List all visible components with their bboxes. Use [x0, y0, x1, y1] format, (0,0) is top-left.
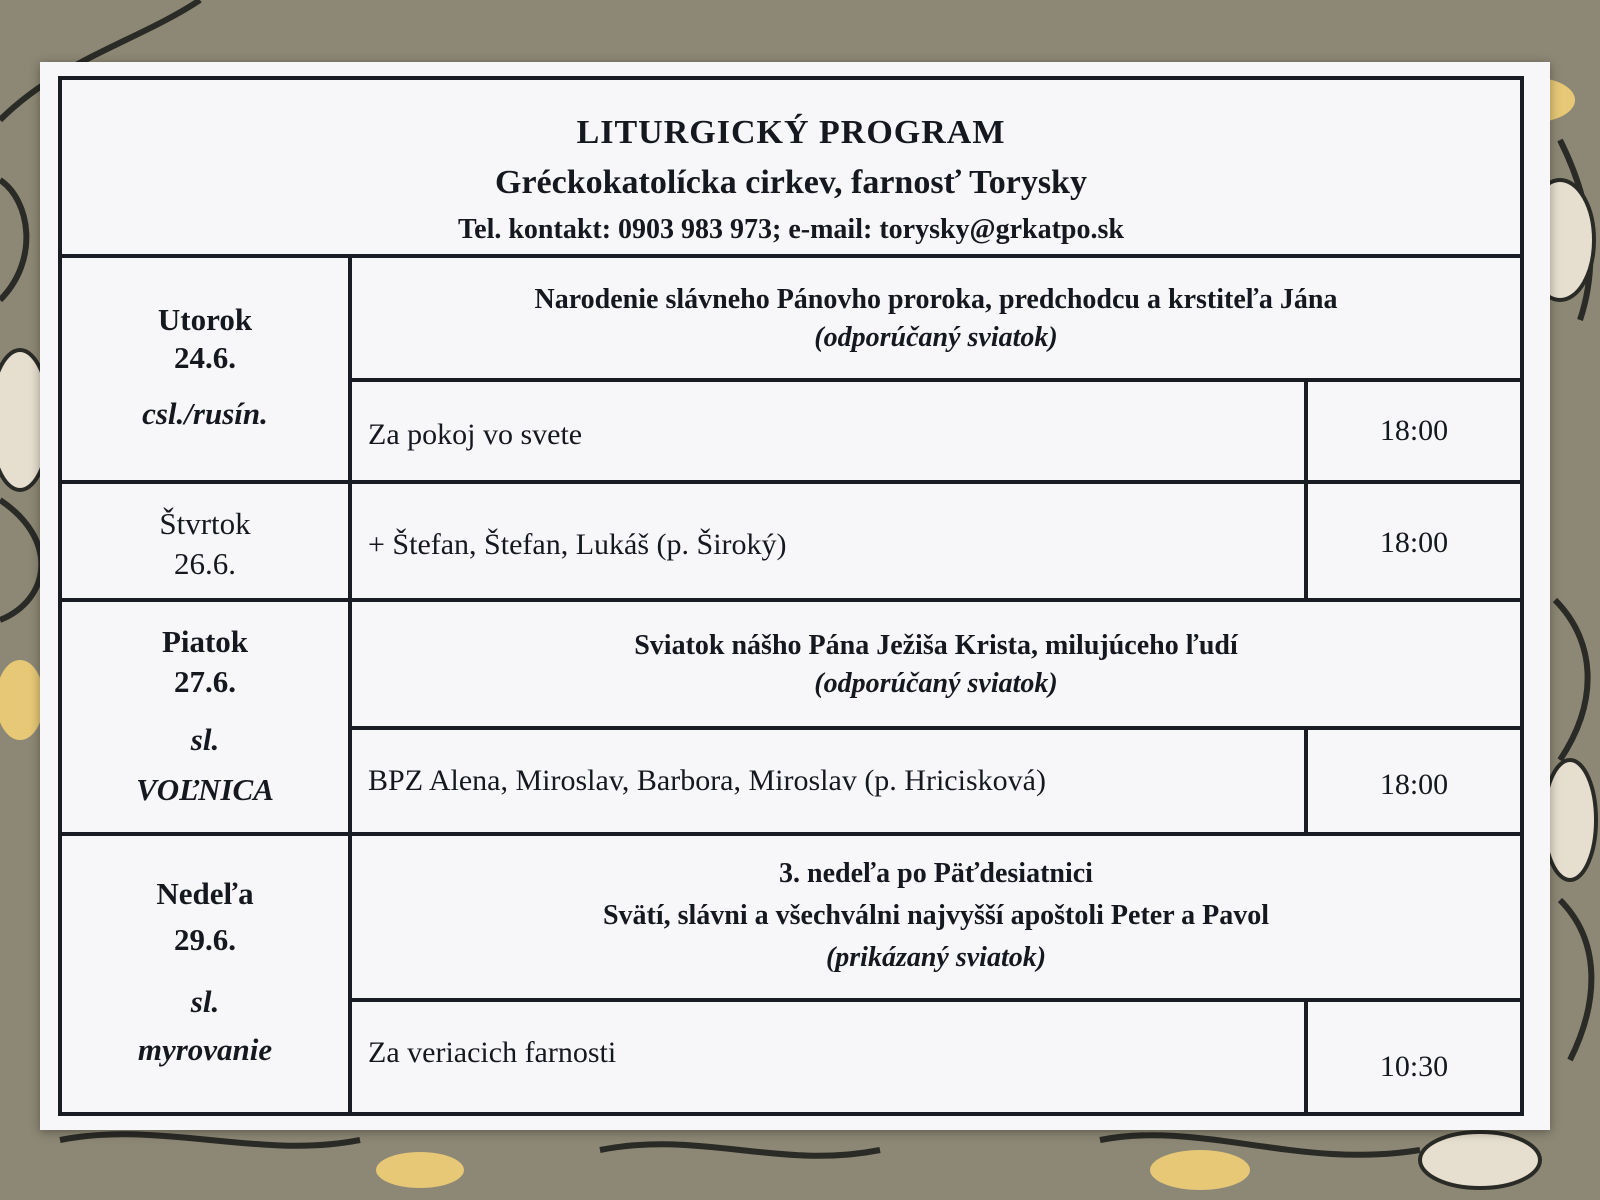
- day-cell-nedela: [62, 836, 352, 1112]
- feast-rank: (odporúčaný sviatok): [814, 668, 1058, 699]
- intention-cell: [352, 730, 1308, 836]
- feast-cell-nedela: [352, 836, 1520, 1002]
- header: [62, 80, 1520, 258]
- program-frame: [58, 76, 1524, 1116]
- service-time: 10:30: [1379, 1050, 1449, 1083]
- day-cell-stvrtok: [62, 484, 352, 602]
- intention-cell: [352, 484, 1308, 602]
- day-note: csl./rusín.: [142, 396, 268, 431]
- feast-title: 3. nedeľa po Päťdesiatnici: [779, 858, 1093, 889]
- intention-cell: [352, 1002, 1308, 1112]
- day-note: sl.: [190, 984, 220, 1019]
- parish-name: Gréckokatolícka cirkev, farnosť Torysky: [495, 164, 1087, 201]
- service-time: 18:00: [1379, 768, 1449, 801]
- day-name: Nedeľa: [156, 876, 254, 911]
- intention-text: BPZ Alena, Miroslav, Barbora, Miroslav (p. Hricisková): [368, 764, 1046, 797]
- day-note-secondary: VOĽNICA: [136, 772, 274, 807]
- service-time: 18:00: [1379, 526, 1449, 559]
- day-date: 24.6.: [174, 340, 236, 375]
- feast-subtitle: Svätí, slávni a všechválni najvyšší apoštoli Peter a Pavol: [602, 900, 1270, 931]
- time-cell: [1308, 1002, 1520, 1112]
- day-date: 26.6.: [174, 546, 236, 581]
- day-note-secondary: myrovanie: [137, 1032, 273, 1067]
- time-cell: [1308, 484, 1520, 602]
- intention-text: + Štefan, Štefan, Lukáš (p. Široký): [368, 528, 787, 561]
- day-name: Štvrtok: [159, 506, 251, 541]
- intention-cell: [352, 382, 1308, 484]
- program-sheet: [40, 62, 1550, 1130]
- day-name: Piatok: [161, 624, 249, 659]
- day-note: sl.: [190, 722, 220, 757]
- service-time: 18:00: [1379, 414, 1449, 447]
- feast-cell-utorok: [352, 258, 1520, 382]
- day-name: Utorok: [157, 302, 253, 337]
- feast-rank: (odporúčaný sviatok): [814, 322, 1058, 353]
- page-title: LITURGICKÝ PROGRAM: [576, 114, 1006, 151]
- intention-text: Za pokoj vo svete: [368, 418, 583, 451]
- feast-title: Sviatok nášho Pána Ježiša Krista, milujúceho ľudí: [634, 630, 1238, 661]
- feast-rank: (prikázaný sviatok): [825, 942, 1047, 973]
- day-date: 27.6.: [174, 664, 236, 699]
- feast-title: Narodenie slávneho Pánovho proroka, predchodcu a krstiteľa Jána: [534, 284, 1338, 315]
- time-cell: [1308, 730, 1520, 836]
- time-cell: [1308, 382, 1520, 484]
- intention-text: Za veriacich farnosti: [368, 1036, 617, 1069]
- day-cell-piatok: [62, 602, 352, 836]
- feast-cell-piatok: [352, 602, 1520, 730]
- contact-info: Tel. kontakt: 0903 983 973; e-mail: torysky@grkatpo.sk: [458, 214, 1124, 245]
- day-cell-utorok: [62, 258, 352, 484]
- day-date: 29.6.: [174, 922, 236, 957]
